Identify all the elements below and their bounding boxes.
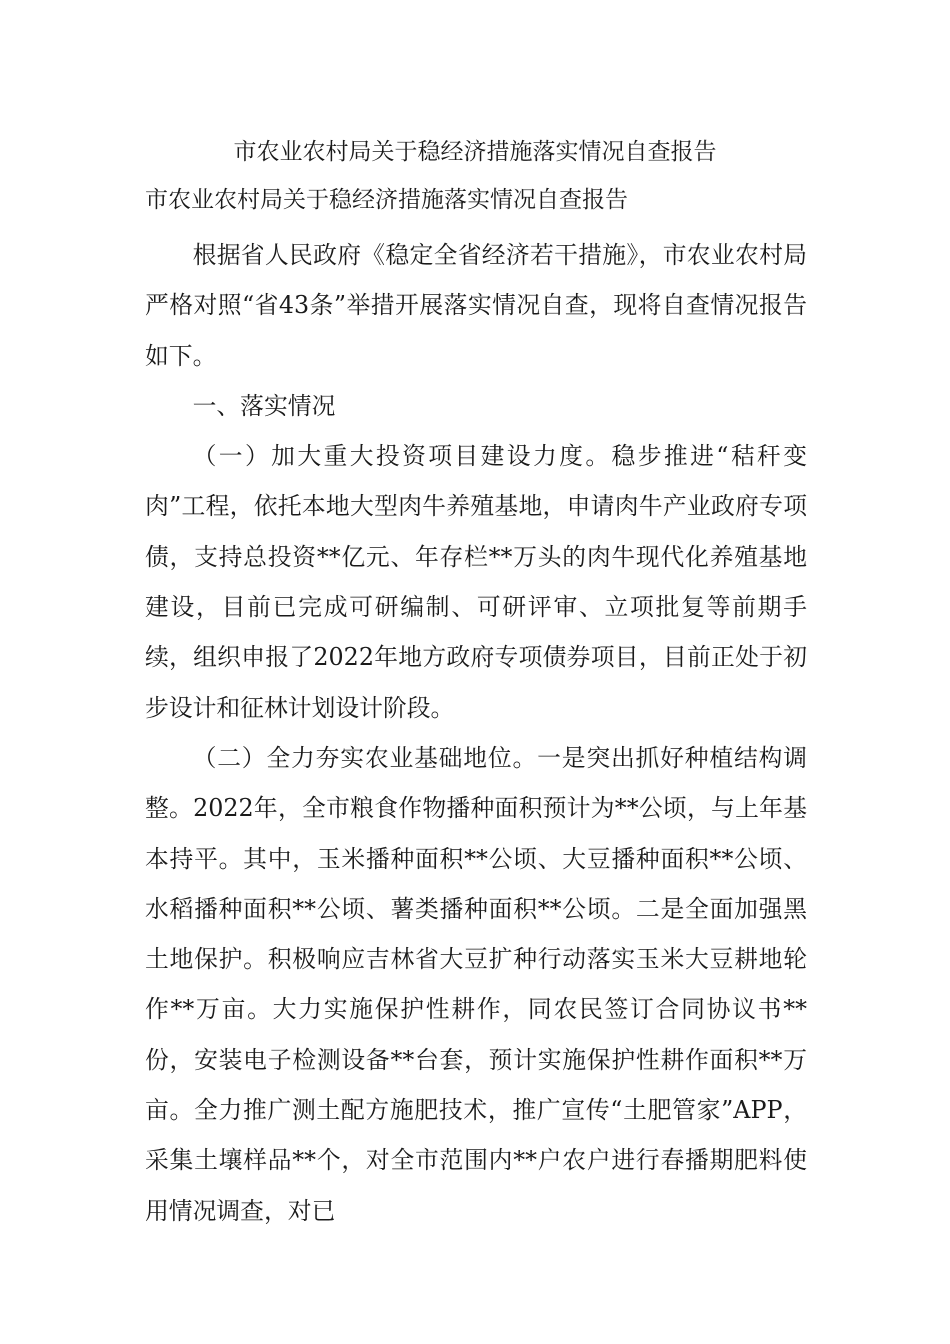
intro-paragraph: 根据省人民政府《稳定全省经济若干措施》，市农业农村局严格对照“省43条”举措开展落实情况自查，现将自查情况报告如下。 [145,241,807,370]
document-title: 市农业农村局关于稳经济措施落实情况自查报告 [233,139,717,165]
body-paragraph: （二）全力夯实农业基础地位。一是突出抓好种植结构调整。2022年，全市粮食作物播种面积预计为**公顷，与上年基本持平。其中，玉米播种面积**公顷、大豆播种面积**公顷、水稻播种面积**公顷、薯类播种面积**公顷。二是全面加强黑土地保护。积极响应吉林省大豆扩种行动落实玉米大豆耕地轮作**万亩。大力实施保护性耕作，同农民签订合同协议书**份，安装电子检测设备**台套，预计实施保护性耕作面积**万亩。全力推广测土配方施肥技术，推广宣传“土肥管家”APP，采集土壤样品**个，对全市范围内**户农户进行春播期肥料使用情况调查，对已 [145,743,807,1225]
document-body [145,230,807,1236]
document-subtitle: 市农业农村局关于稳经济措施落实情况自查报告 [145,187,628,213]
section-heading: 一、落实情况 [192,391,336,420]
body-paragraph: （一）加大重大投资项目建设力度。稳步推进“秸秆变肉”工程，依托本地大型肉牛养殖基地，申请肉牛产业政府专项债，支持总投资**亿元、年存栏**万头的肉牛现代化养殖基地建设，目前已完成可研编制、可研评审、立项批复等前期手续，组织申报了2022年地方政府专项债券项目，目前正处于初步设计和征林计划设计阶段。 [145,442,807,722]
